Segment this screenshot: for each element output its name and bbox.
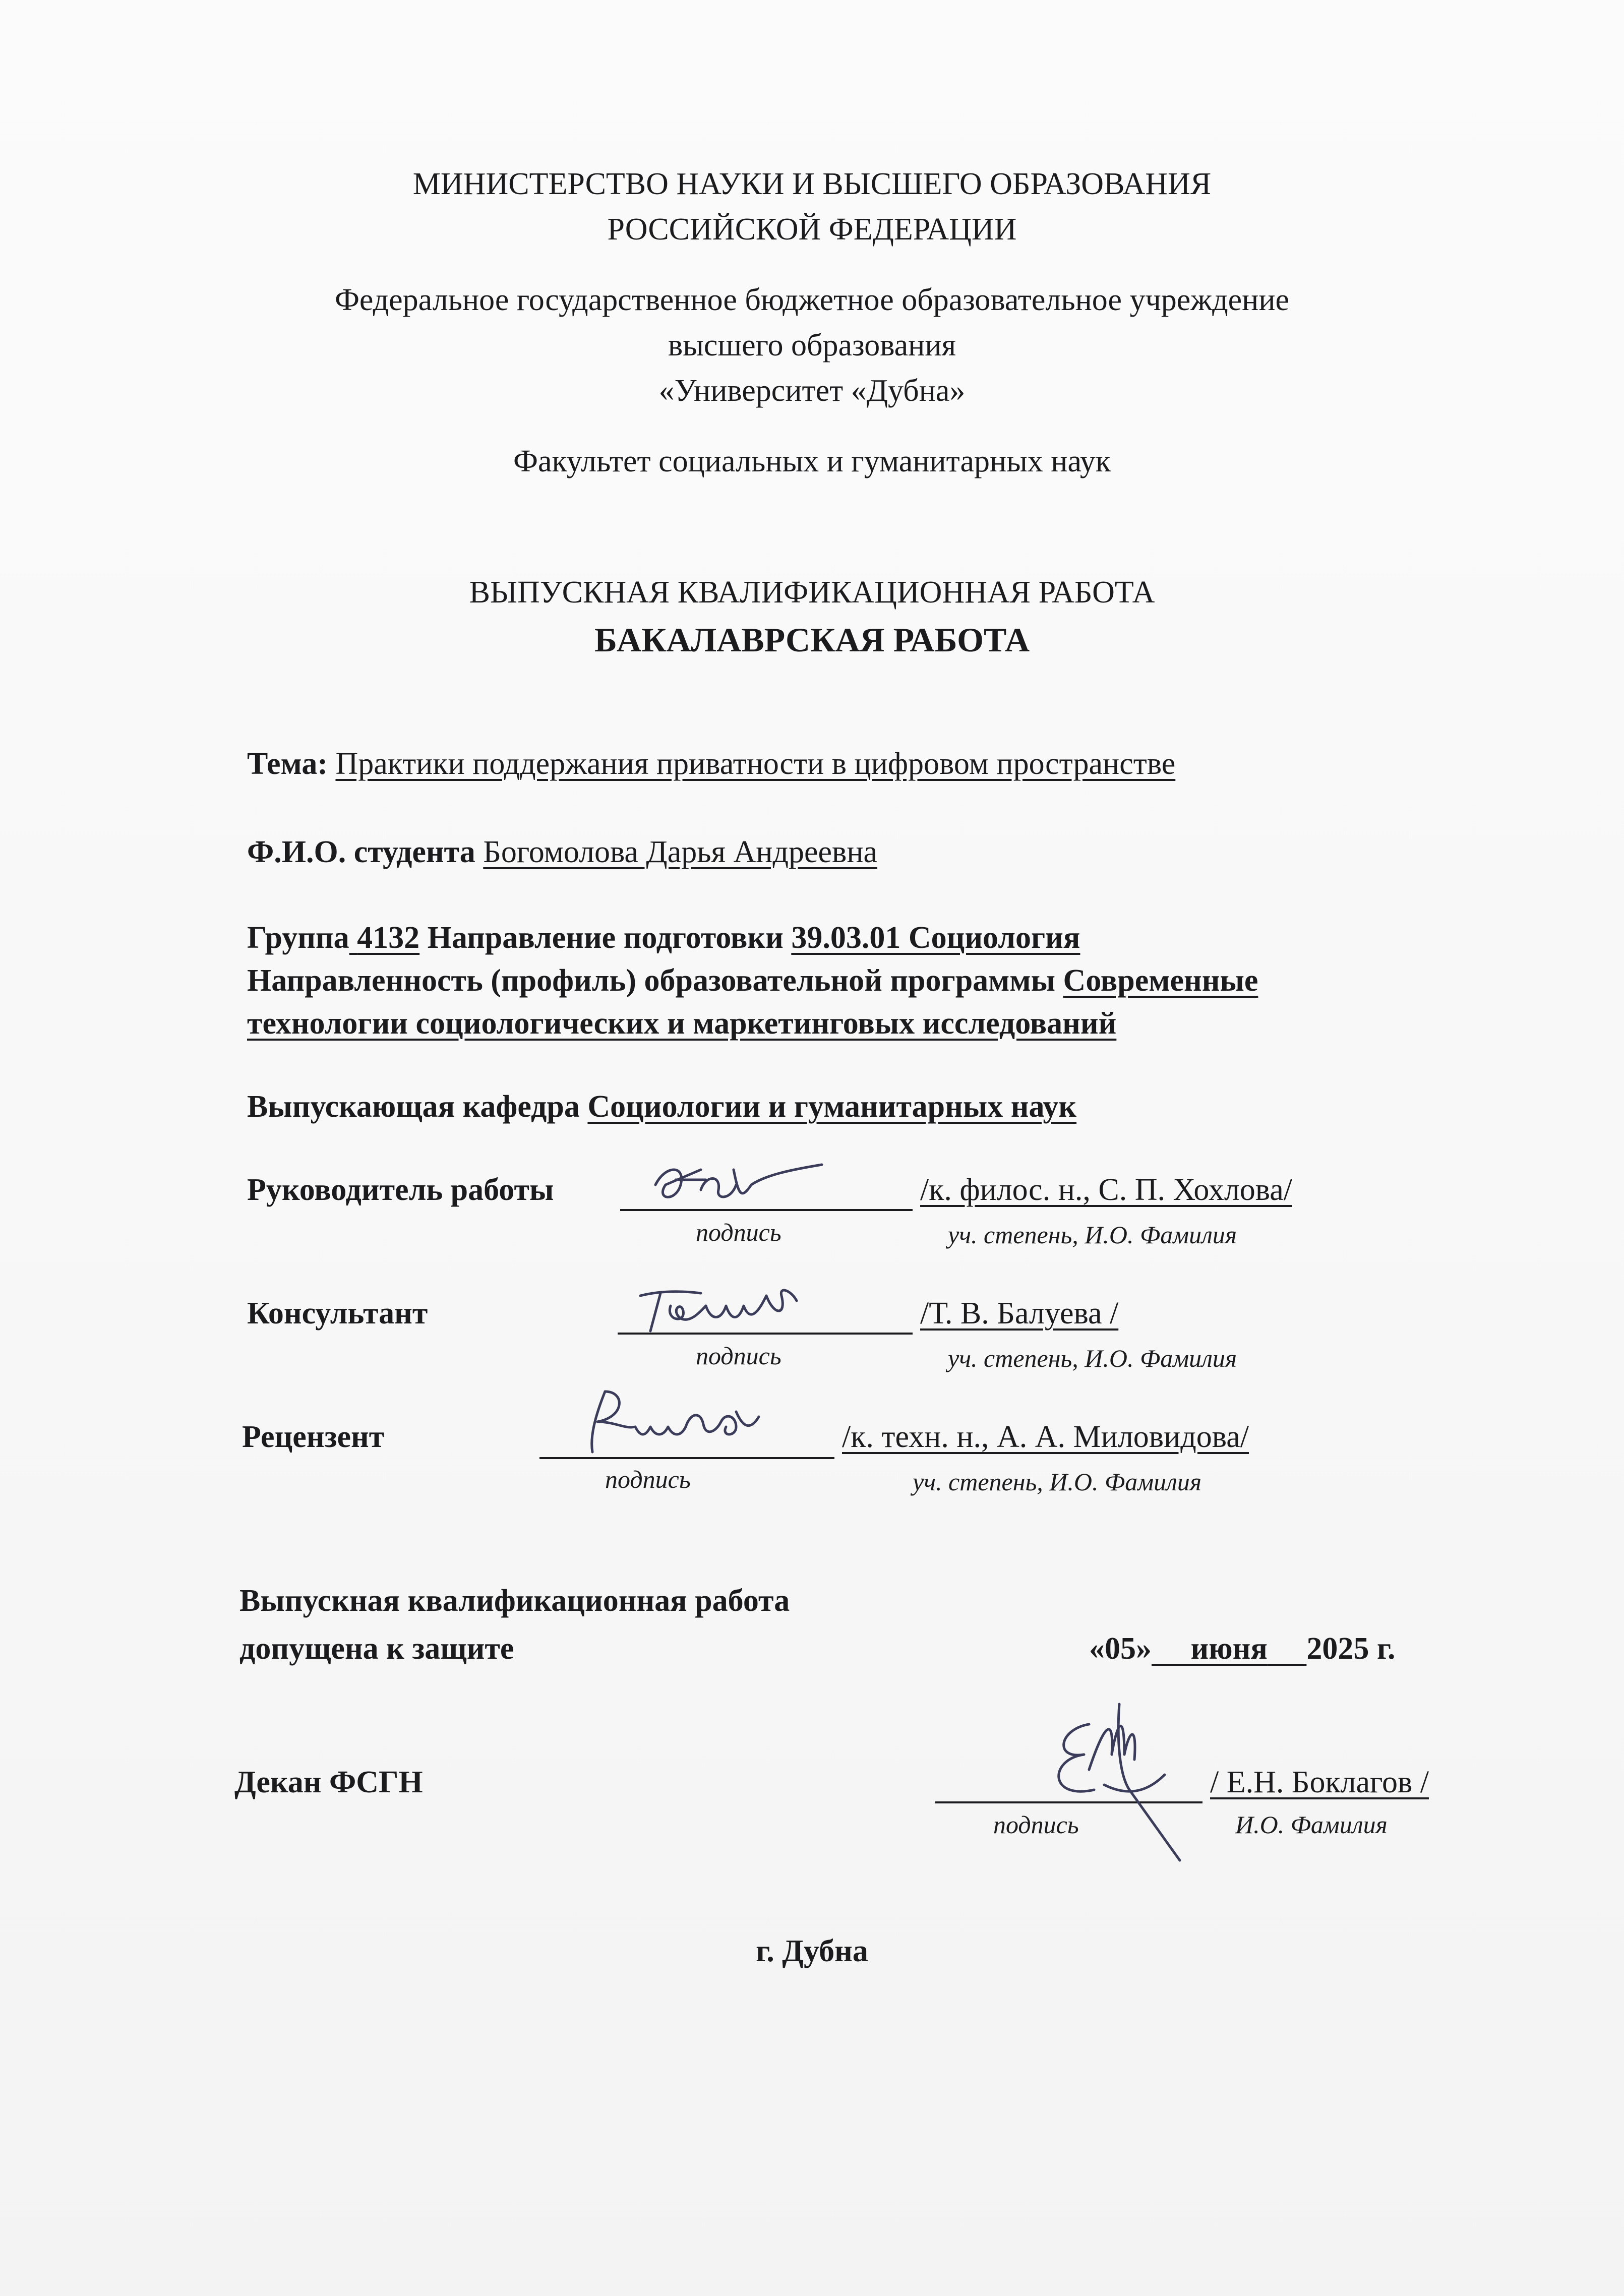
consultant-caption-signature: подпись [696,1342,781,1370]
profile-row [247,963,1258,999]
dean-name-row [1210,1765,1429,1800]
consultant-name-row [920,1296,1118,1332]
consultant-caption-name: уч. степень, И.О. Фамилия [948,1344,1237,1372]
dean-name: / Е.Н. Боклагов / [1210,1765,1429,1799]
student-value: Богомолова Дарья Андреевна [483,835,878,869]
group-row [247,920,1080,956]
student-label: Ф.И.О. студента [247,835,475,869]
reviewer-signature [570,1381,771,1457]
supervisor-name: /к. филос. н., С. П. Хохлова/ [920,1173,1292,1207]
admission-day: «05» [1089,1632,1152,1666]
consultant-name: /Т. В. Балуева / [920,1296,1119,1331]
faculty-name: Факультет социальных и гуманитарных наук [513,444,1111,478]
topic-row [247,746,1175,782]
direction-label: Направление подготовки [427,921,784,955]
topic-value: Практики поддержания приватности в цифровом пространстве [335,747,1176,781]
institution-line-1: Федеральное государственное бюджетное образовательное учреждение [334,283,1290,317]
reviewer-caption-signature: подпись [605,1465,691,1493]
profile-value-part1: Современные [1063,963,1258,998]
department-label: Выпускающая кафедра [247,1090,580,1124]
reviewer-caption-name: уч. степень, И.О. Фамилия [913,1468,1202,1496]
reviewer-name-row [842,1419,1249,1455]
group-value: 4132 [357,921,420,955]
ministry-line-2: РОССИЙСКОЙ ФЕДЕРАЦИИ [607,212,1017,247]
reviewer-name: /к. техн. н., А. А. Миловидова/ [842,1420,1249,1454]
dean-caption-signature: подпись [993,1810,1079,1839]
consultant-label: Консультант [247,1296,428,1331]
supervisor-caption-signature: подпись [696,1218,781,1246]
ministry-line-1: МИНИСТЕРСТВО НАУКИ И ВЫСШЕГО ОБРАЗОВАНИЯ [412,167,1212,201]
reviewer-label: Рецензент [242,1420,385,1454]
group-label: Группа [247,921,349,955]
admission-line-1: Выпускная квалификационная работа [239,1584,790,1618]
dean-label: Декан ФСГН [234,1765,423,1799]
admission-line-2: допущена к защите [239,1632,514,1666]
document-subtype: БАКАЛАВРСКАЯ РАБОТА [594,621,1030,659]
admission-year: 2025 г. [1306,1632,1396,1666]
profile-row-continued [247,1006,1116,1042]
dean-caption-name: И.О. Фамилия [1235,1810,1388,1839]
reviewer-signature-line [539,1457,834,1459]
department-row [247,1089,1076,1125]
profile-value-part2: технологии социологических и маркетинговых исследований [247,1006,1117,1041]
consultant-signature [630,1276,812,1336]
admission-date [1089,1631,1396,1667]
department-value: Социологии и гуманитарных наук [587,1090,1077,1124]
dean-signature [1029,1694,1190,1865]
topic-label: Тема: [247,747,328,781]
student-row [247,834,877,870]
admission-month: июня [1190,1632,1268,1666]
city: г. Дубна [756,1934,868,1968]
document-type: ВЫПУСКНАЯ КВАЛИФИКАЦИОННАЯ РАБОТА [469,575,1155,610]
direction-value: 39.03.01 Социология [791,921,1080,955]
supervisor-signature [645,1155,827,1210]
supervisor-label: Руководитель работы [247,1173,554,1207]
supervisor-name-row [920,1172,1292,1208]
profile-label: Направленность (профиль) образовательной программы [247,963,1056,998]
supervisor-caption-name: уч. степень, И.О. Фамилия [948,1221,1237,1249]
institution-line-3: «Университет «Дубна» [658,374,966,408]
institution-line-2: высшего образования [668,328,956,362]
